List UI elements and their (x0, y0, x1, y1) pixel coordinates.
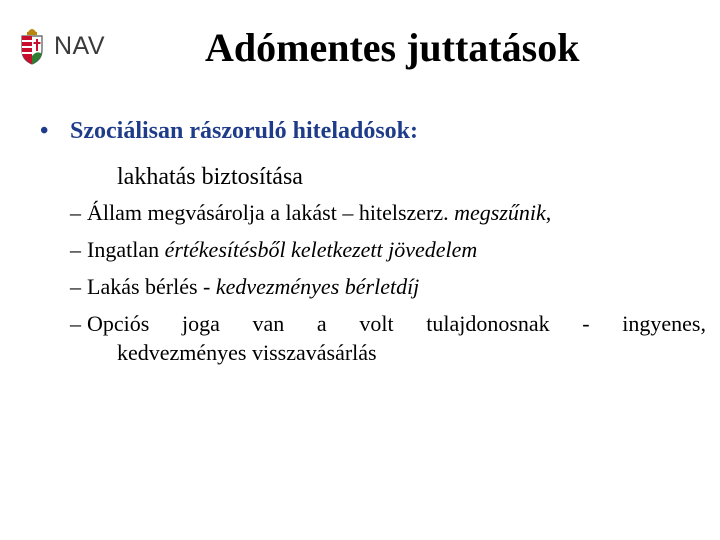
list-item-italic: megszűnik (454, 200, 546, 225)
list-item-italic: értékesítésből keletkezett jövedelem (164, 237, 478, 262)
list-item (70, 309, 706, 367)
list-item (70, 198, 706, 227)
bullet-dot-icon: • (40, 118, 49, 144)
nav-logo (18, 22, 105, 70)
coat-of-arms-icon (18, 26, 46, 66)
sub-bullet-list (70, 198, 706, 367)
list-item-text: Ingatlan (87, 237, 165, 262)
list-item-text: Opciós joga van a volt tulajdonosnak - ingyenes, (87, 311, 706, 336)
list-item-text: Állam megvásárolja a lakást – hitelszerz. (87, 200, 455, 225)
main-bullet-text: Szociálisan rászoruló hiteladósok: (70, 118, 419, 144)
dash-marker: – (70, 274, 81, 299)
list-item-tail: , (545, 200, 552, 225)
main-bullet-continuation: lakhatás biztosítása (117, 164, 303, 190)
dash-marker: – (70, 311, 81, 336)
list-item (70, 272, 706, 301)
dash-marker: – (70, 200, 81, 225)
dash-marker: – (70, 237, 81, 262)
nav-logo-text: NAV (54, 31, 106, 60)
list-item-italic: kedvezményes bérletdíj (215, 274, 420, 299)
list-item-text: Lakás bérlés - (87, 274, 216, 299)
list-item (70, 235, 706, 264)
main-bullet (40, 116, 418, 146)
page-title: Adómentes juttatások (205, 25, 580, 70)
list-item-continuation: kedvezményes visszavásárlás (117, 340, 377, 365)
